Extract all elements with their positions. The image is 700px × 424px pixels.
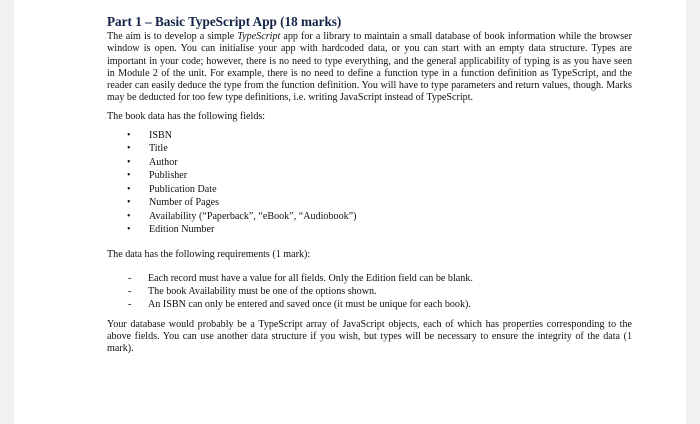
dash-icon: - xyxy=(128,286,132,298)
requirement-item xyxy=(107,298,632,311)
field-label: Edition Number xyxy=(149,223,215,235)
field-item xyxy=(107,129,632,142)
requirements-list xyxy=(107,272,632,312)
document-content xyxy=(107,14,632,356)
bullet-icon: • xyxy=(127,143,131,155)
field-item xyxy=(107,142,632,155)
field-label: ISBN xyxy=(149,130,172,142)
closing-paragraph: Your database would probably be a TypeScript array of JavaScript objects, each of which has properties corresponding to the above fields. You can use another data structure if you wish, but types will be necessary to ensure the integrity of the data (1 mark). xyxy=(107,318,632,355)
bullet-icon: • xyxy=(127,223,131,235)
requirement-text: An ISBN can only be entered and saved once (it must be unique for each book). xyxy=(148,299,471,311)
field-item xyxy=(107,156,632,169)
requirement-item xyxy=(107,285,632,298)
field-item xyxy=(107,196,632,209)
dash-icon: - xyxy=(128,299,132,311)
field-item xyxy=(107,169,632,182)
field-item xyxy=(107,183,632,196)
requirement-text: The book Availability must be one of the options shown. xyxy=(148,286,377,298)
bullet-icon: • xyxy=(127,210,131,222)
requirement-item xyxy=(107,272,632,285)
section-title: Part 1 – Basic TypeScript App (18 marks) xyxy=(107,14,342,29)
field-label: Title xyxy=(149,143,168,155)
dash-icon: - xyxy=(128,272,132,284)
field-label: Availability (“Paperback”, “eBook”, “Audiobook”) xyxy=(149,210,357,222)
bullet-icon: • xyxy=(127,170,131,182)
intro-text-start: The aim is to develop a simple xyxy=(107,31,238,42)
bullet-icon: • xyxy=(127,130,131,142)
bullet-icon: • xyxy=(127,197,131,209)
intro-emphasis: TypeScript xyxy=(237,31,281,42)
field-item xyxy=(107,223,632,236)
field-label: Publication Date xyxy=(149,183,217,195)
bullet-icon: • xyxy=(127,156,131,168)
fields-list xyxy=(107,129,632,236)
field-label: Number of Pages xyxy=(149,197,220,209)
field-item xyxy=(107,210,632,223)
intro-text-rest: app for a library to maintain a small database of book information while the browser window is open. You can initialise your app with hardcoded data, or you can start with an empty data structure. Types are important in your code; however, there is no need to type everything, and the general applicability of typing is as you have seen in Module 2 of the unit. For example, there is no need to define a function type in a function definition as TypeScript, and the reader can easily deduce the type from the function definition. You will have to type parameters and return values, though. Marks may be deducted for too few type definitions, i.e. writing JavaScript instead of TypeScript. xyxy=(107,31,632,104)
requirement-text: Each record must have a value for all fields. Only the Edition field can be blank. xyxy=(148,272,473,284)
field-label: Author xyxy=(149,156,178,168)
document-page xyxy=(14,0,686,424)
requirements-label: The data has the following requirements (1 mark): xyxy=(107,249,311,261)
field-label: Publisher xyxy=(149,170,188,182)
fields-label: The book data has the following fields: xyxy=(107,110,266,122)
bullet-icon: • xyxy=(127,183,131,195)
intro-paragraph xyxy=(107,31,632,105)
